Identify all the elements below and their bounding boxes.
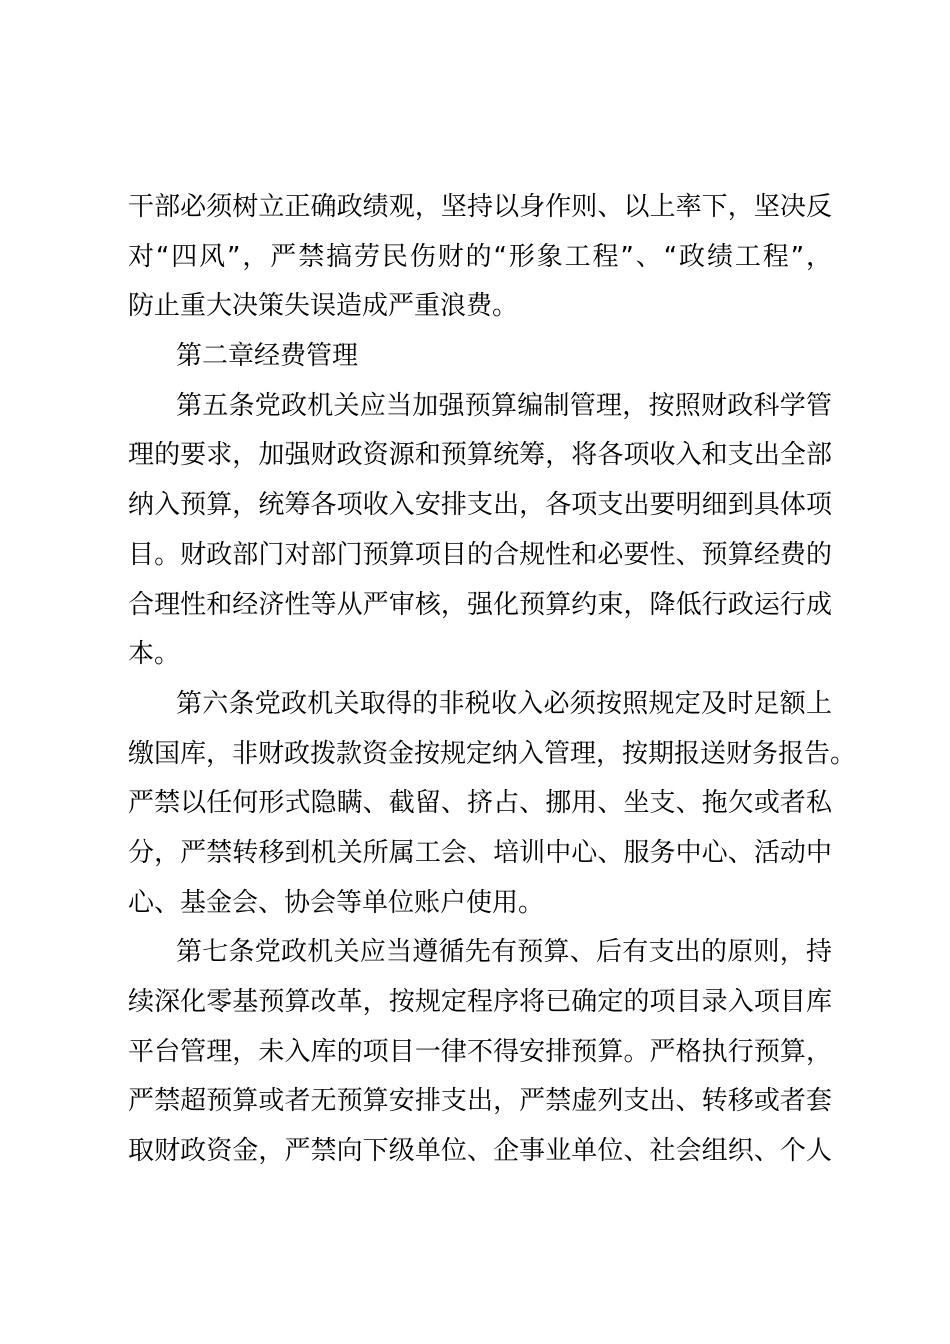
text-line: 第六条党政机关取得的非税收入必须按照规定及时足额上 [176, 688, 832, 719]
text-line: 合理性和经济性等从严审核，强化预算约束，降低行政运行成 [128, 589, 832, 620]
text-line: 续深化零基预算改革，按规定程序将已确定的项目录入项目库 [128, 987, 832, 1017]
text-line: 干部必须树立正确政绩观，坚持以身作则、以上率下，坚决反 [128, 192, 832, 222]
text-line: 防止重大决策失误造成严重浪费。 [128, 291, 519, 322]
text-line: 缴国库，非财政拨款资金按规定纳入管理，按期报送财务报告。 [128, 738, 857, 769]
text-line: 纳入预算，统筹各项收入安排支出，各项支出要明细到具体项 [128, 490, 832, 521]
text-line: 第七条党政机关应当遵循先有预算、后有支出的原则，持 [176, 937, 832, 968]
paragraph [128, 332, 832, 382]
text-line: 目。财政部门对部门预算项目的合规性和必要性、预算经费的 [128, 539, 832, 570]
text-line: 取财政资金，严禁向下级单位、企事业单位、社会组织、个人 [128, 1136, 832, 1167]
text-line: 第五条党政机关应当加强预算编制管理，按照财政科学管 [176, 390, 832, 421]
text-line: 分，严禁转移到机关所属工会、培训中心、服务中心、活动中 [128, 837, 832, 868]
text-line: 严禁超预算或者无预算安排支出，严禁虚列支出、转移或者套 [128, 1086, 832, 1117]
text-line: 对“四风”，严禁搞劳民伤财的“形象工程”、“政绩工程”， [128, 241, 832, 272]
paragraph [128, 382, 832, 680]
paragraph [128, 183, 832, 332]
text-line: 本。 [128, 639, 181, 670]
document-body [128, 183, 857, 1177]
text-line: 平台管理，未入库的项目一律不得安排预算。严格执行预算， [128, 1036, 832, 1067]
paragraph [128, 928, 832, 1176]
chapter-heading: 第二章经费管理 [176, 341, 359, 372]
text-line: 严禁以任何形式隐瞒、截留、挤占、挪用、坐支、拖欠或者私 [128, 788, 832, 819]
text-line: 心、基金会、协会等单位账户使用。 [128, 887, 545, 918]
paragraph [128, 680, 857, 928]
text-line: 理的要求，加强财政资源和预算统筹，将各项收入和支出全部 [128, 440, 832, 471]
